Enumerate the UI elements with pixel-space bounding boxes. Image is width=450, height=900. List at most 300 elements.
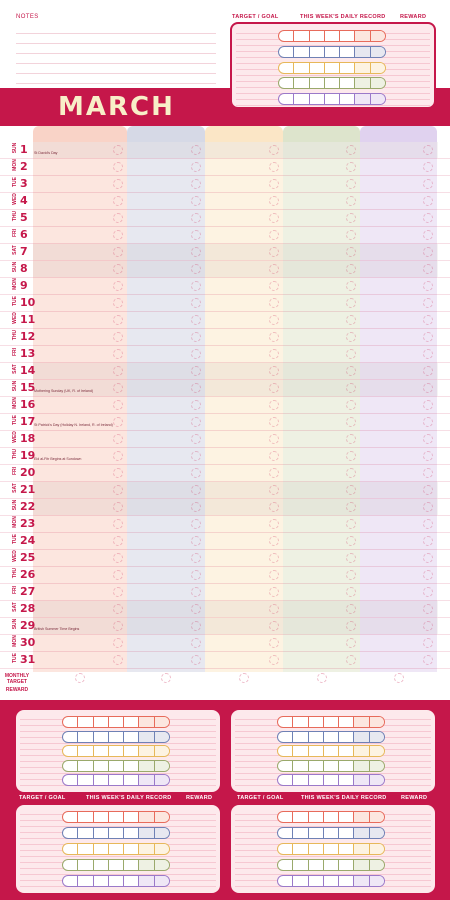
sticker-circle[interactable] xyxy=(269,162,279,172)
day-row[interactable] xyxy=(0,193,450,210)
sticker-circle[interactable] xyxy=(346,247,356,257)
sticker-circle[interactable] xyxy=(423,264,433,274)
sticker-circle[interactable] xyxy=(113,179,123,189)
sticker-circle[interactable] xyxy=(423,349,433,359)
day-cell[interactable] xyxy=(278,876,293,886)
day-cell[interactable] xyxy=(325,47,340,57)
day-row[interactable] xyxy=(0,618,450,635)
day-cell[interactable] xyxy=(293,717,308,727)
day-cell[interactable] xyxy=(340,47,355,57)
day-cell[interactable] xyxy=(278,860,293,870)
sticker-circle[interactable] xyxy=(113,621,123,631)
day-cell[interactable] xyxy=(139,761,154,771)
sticker-circle[interactable] xyxy=(346,536,356,546)
day-cell[interactable] xyxy=(354,761,369,771)
day-cell[interactable] xyxy=(339,860,354,870)
day-cell[interactable] xyxy=(355,47,370,57)
day-cell[interactable] xyxy=(63,717,78,727)
day-cell[interactable] xyxy=(370,732,384,742)
sticker-circle[interactable] xyxy=(423,247,433,257)
sticker-circle[interactable] xyxy=(346,553,356,563)
day-cell[interactable] xyxy=(155,775,169,785)
day-cell[interactable] xyxy=(339,828,354,838)
day-cell[interactable] xyxy=(325,31,340,41)
day-cell[interactable] xyxy=(124,844,139,854)
sticker-circle[interactable] xyxy=(113,655,123,665)
day-cell[interactable] xyxy=(278,828,293,838)
sticker-circle[interactable] xyxy=(423,332,433,342)
sticker-circle[interactable] xyxy=(113,230,123,240)
sticker-circle[interactable] xyxy=(191,638,201,648)
day-cell[interactable] xyxy=(124,761,139,771)
sticker-circle[interactable] xyxy=(346,213,356,223)
sticker-circle[interactable] xyxy=(269,434,279,444)
day-cell[interactable] xyxy=(139,860,154,870)
sticker-circle[interactable] xyxy=(113,264,123,274)
day-cell[interactable] xyxy=(294,78,309,88)
sticker-circle[interactable] xyxy=(113,570,123,580)
sticker-circle[interactable] xyxy=(191,179,201,189)
day-cell[interactable] xyxy=(309,732,324,742)
sticker-circle[interactable] xyxy=(346,315,356,325)
day-cell[interactable] xyxy=(324,746,339,756)
day-row[interactable] xyxy=(0,601,450,618)
day-cell[interactable] xyxy=(124,775,139,785)
day-cell[interactable] xyxy=(340,31,355,41)
day-cell[interactable] xyxy=(94,876,109,886)
sticker-circle[interactable] xyxy=(346,264,356,274)
day-cell[interactable] xyxy=(109,746,124,756)
day-cell[interactable] xyxy=(293,761,308,771)
day-cell[interactable] xyxy=(324,844,339,854)
sticker-circle[interactable] xyxy=(269,264,279,274)
sticker-circle[interactable] xyxy=(191,196,201,206)
day-cell[interactable] xyxy=(371,31,385,41)
day-cell[interactable] xyxy=(310,78,325,88)
sticker-circle[interactable] xyxy=(113,485,123,495)
sticker-circle[interactable] xyxy=(423,570,433,580)
sticker-circle[interactable] xyxy=(423,468,433,478)
sticker-circle[interactable] xyxy=(113,519,123,529)
day-cell[interactable] xyxy=(278,844,293,854)
day-cell[interactable] xyxy=(124,717,139,727)
sticker-circle[interactable] xyxy=(269,417,279,427)
day-cell[interactable] xyxy=(279,78,294,88)
day-cell[interactable] xyxy=(370,746,384,756)
day-cell[interactable] xyxy=(94,761,109,771)
day-cell[interactable] xyxy=(155,812,169,822)
sticker-circle[interactable] xyxy=(191,162,201,172)
sticker-circle[interactable] xyxy=(269,400,279,410)
sticker-circle[interactable] xyxy=(191,570,201,580)
sticker-circle[interactable] xyxy=(191,434,201,444)
sticker-circle[interactable] xyxy=(191,332,201,342)
day-cell[interactable] xyxy=(94,860,109,870)
day-cell[interactable] xyxy=(109,761,124,771)
sticker-circle[interactable] xyxy=(191,281,201,291)
sticker-circle[interactable] xyxy=(346,570,356,580)
sticker-circle[interactable] xyxy=(346,145,356,155)
sticker-circle[interactable] xyxy=(346,655,356,665)
day-cell[interactable] xyxy=(63,732,78,742)
day-cell[interactable] xyxy=(63,876,78,886)
sticker-circle[interactable] xyxy=(423,604,433,614)
sticker-circle[interactable] xyxy=(346,485,356,495)
sticker-circle[interactable] xyxy=(269,519,279,529)
day-cell[interactable] xyxy=(78,746,93,756)
sticker-circle[interactable] xyxy=(423,434,433,444)
sticker-circle[interactable] xyxy=(191,383,201,393)
sticker-circle[interactable] xyxy=(191,536,201,546)
sticker-circle[interactable] xyxy=(423,587,433,597)
sticker-circle[interactable] xyxy=(113,281,123,291)
day-cell[interactable] xyxy=(294,63,309,73)
day-cell[interactable] xyxy=(155,761,169,771)
sticker-circle[interactable] xyxy=(269,145,279,155)
sticker-circle[interactable] xyxy=(113,638,123,648)
day-cell[interactable] xyxy=(155,876,169,886)
sticker-circle[interactable] xyxy=(269,247,279,257)
day-cell[interactable] xyxy=(63,775,78,785)
sticker-circle[interactable] xyxy=(113,536,123,546)
sticker-circle[interactable] xyxy=(346,179,356,189)
sticker-circle[interactable] xyxy=(113,400,123,410)
day-cell[interactable] xyxy=(293,828,308,838)
day-row[interactable] xyxy=(0,346,450,363)
sticker-circle[interactable] xyxy=(269,621,279,631)
day-row[interactable] xyxy=(0,482,450,499)
day-cell[interactable] xyxy=(109,775,124,785)
sticker-circle[interactable] xyxy=(346,417,356,427)
notes-lines[interactable] xyxy=(16,24,216,84)
day-cell[interactable] xyxy=(340,63,355,73)
sticker-circle[interactable] xyxy=(346,230,356,240)
day-cell[interactable] xyxy=(279,31,294,41)
sticker-circle[interactable] xyxy=(423,162,433,172)
sticker-circle[interactable] xyxy=(346,349,356,359)
day-cell[interactable] xyxy=(340,78,355,88)
sticker-circle[interactable] xyxy=(113,247,123,257)
sticker-circle[interactable] xyxy=(423,145,433,155)
sticker-circle[interactable] xyxy=(346,298,356,308)
day-row[interactable] xyxy=(0,227,450,244)
sticker-circle[interactable] xyxy=(346,468,356,478)
day-cell[interactable] xyxy=(324,876,339,886)
day-cell[interactable] xyxy=(309,860,324,870)
monthly-target-circle[interactable] xyxy=(394,673,404,683)
sticker-circle[interactable] xyxy=(269,213,279,223)
day-cell[interactable] xyxy=(371,94,385,104)
day-cell[interactable] xyxy=(324,732,339,742)
day-row[interactable] xyxy=(0,397,450,414)
day-cell[interactable] xyxy=(293,775,308,785)
day-cell[interactable] xyxy=(279,94,294,104)
day-cell[interactable] xyxy=(324,761,339,771)
day-cell[interactable] xyxy=(155,746,169,756)
day-cell[interactable] xyxy=(370,717,384,727)
day-cell[interactable] xyxy=(94,812,109,822)
day-cell[interactable] xyxy=(370,828,384,838)
sticker-circle[interactable] xyxy=(191,604,201,614)
sticker-circle[interactable] xyxy=(423,213,433,223)
day-cell[interactable] xyxy=(139,812,154,822)
day-cell[interactable] xyxy=(339,732,354,742)
sticker-circle[interactable] xyxy=(346,332,356,342)
sticker-circle[interactable] xyxy=(191,621,201,631)
sticker-circle[interactable] xyxy=(191,485,201,495)
sticker-circle[interactable] xyxy=(269,332,279,342)
sticker-circle[interactable] xyxy=(423,417,433,427)
day-row[interactable] xyxy=(0,431,450,448)
day-cell[interactable] xyxy=(78,717,93,727)
day-cell[interactable] xyxy=(109,876,124,886)
sticker-circle[interactable] xyxy=(269,383,279,393)
day-cell[interactable] xyxy=(109,860,124,870)
sticker-circle[interactable] xyxy=(191,315,201,325)
sticker-circle[interactable] xyxy=(191,230,201,240)
sticker-circle[interactable] xyxy=(191,400,201,410)
day-cell[interactable] xyxy=(354,812,369,822)
day-cell[interactable] xyxy=(278,746,293,756)
day-cell[interactable] xyxy=(339,844,354,854)
sticker-circle[interactable] xyxy=(423,400,433,410)
sticker-circle[interactable] xyxy=(113,145,123,155)
day-cell[interactable] xyxy=(354,860,369,870)
day-cell[interactable] xyxy=(94,828,109,838)
sticker-circle[interactable] xyxy=(346,400,356,410)
sticker-circle[interactable] xyxy=(269,179,279,189)
sticker-circle[interactable] xyxy=(346,502,356,512)
sticker-circle[interactable] xyxy=(269,553,279,563)
day-cell[interactable] xyxy=(155,844,169,854)
day-cell[interactable] xyxy=(124,876,139,886)
sticker-circle[interactable] xyxy=(269,536,279,546)
monthly-target-circle[interactable] xyxy=(161,673,171,683)
day-cell[interactable] xyxy=(78,761,93,771)
day-cell[interactable] xyxy=(355,78,370,88)
day-cell[interactable] xyxy=(309,812,324,822)
sticker-circle[interactable] xyxy=(191,502,201,512)
day-cell[interactable] xyxy=(78,775,93,785)
day-row[interactable] xyxy=(0,448,450,465)
day-row[interactable] xyxy=(0,652,450,669)
day-cell[interactable] xyxy=(324,775,339,785)
day-cell[interactable] xyxy=(278,717,293,727)
day-row[interactable] xyxy=(0,567,450,584)
day-cell[interactable] xyxy=(63,828,78,838)
day-cell[interactable] xyxy=(309,775,324,785)
day-cell[interactable] xyxy=(370,844,384,854)
day-row[interactable] xyxy=(0,244,450,261)
sticker-circle[interactable] xyxy=(113,451,123,461)
day-cell[interactable] xyxy=(63,812,78,822)
day-cell[interactable] xyxy=(293,860,308,870)
day-cell[interactable] xyxy=(139,844,154,854)
sticker-circle[interactable] xyxy=(423,553,433,563)
day-cell[interactable] xyxy=(339,746,354,756)
day-cell[interactable] xyxy=(354,828,369,838)
day-cell[interactable] xyxy=(294,47,309,57)
sticker-circle[interactable] xyxy=(191,417,201,427)
day-cell[interactable] xyxy=(355,63,370,73)
sticker-circle[interactable] xyxy=(346,451,356,461)
day-cell[interactable] xyxy=(354,732,369,742)
day-cell[interactable] xyxy=(324,717,339,727)
day-cell[interactable] xyxy=(339,717,354,727)
day-cell[interactable] xyxy=(279,47,294,57)
sticker-circle[interactable] xyxy=(423,366,433,376)
day-cell[interactable] xyxy=(354,876,369,886)
sticker-circle[interactable] xyxy=(423,230,433,240)
sticker-circle[interactable] xyxy=(269,298,279,308)
sticker-circle[interactable] xyxy=(191,264,201,274)
day-cell[interactable] xyxy=(354,746,369,756)
sticker-circle[interactable] xyxy=(113,315,123,325)
day-cell[interactable] xyxy=(355,31,370,41)
day-cell[interactable] xyxy=(370,775,384,785)
day-row[interactable] xyxy=(0,516,450,533)
sticker-circle[interactable] xyxy=(346,519,356,529)
day-cell[interactable] xyxy=(309,876,324,886)
day-cell[interactable] xyxy=(63,761,78,771)
day-row[interactable] xyxy=(0,533,450,550)
day-cell[interactable] xyxy=(309,828,324,838)
sticker-circle[interactable] xyxy=(191,587,201,597)
day-cell[interactable] xyxy=(309,746,324,756)
day-cell[interactable] xyxy=(339,812,354,822)
day-row[interactable] xyxy=(0,329,450,346)
day-cell[interactable] xyxy=(278,812,293,822)
day-row[interactable] xyxy=(0,584,450,601)
day-cell[interactable] xyxy=(78,828,93,838)
day-cell[interactable] xyxy=(78,812,93,822)
day-cell[interactable] xyxy=(139,876,154,886)
day-cell[interactable] xyxy=(324,828,339,838)
sticker-circle[interactable] xyxy=(191,145,201,155)
sticker-circle[interactable] xyxy=(423,638,433,648)
sticker-circle[interactable] xyxy=(269,604,279,614)
sticker-circle[interactable] xyxy=(269,451,279,461)
day-cell[interactable] xyxy=(370,876,384,886)
sticker-circle[interactable] xyxy=(423,502,433,512)
day-row[interactable] xyxy=(0,635,450,652)
sticker-circle[interactable] xyxy=(113,383,123,393)
sticker-circle[interactable] xyxy=(269,502,279,512)
day-cell[interactable] xyxy=(109,844,124,854)
day-cell[interactable] xyxy=(94,732,109,742)
day-cell[interactable] xyxy=(109,717,124,727)
day-cell[interactable] xyxy=(109,812,124,822)
day-cell[interactable] xyxy=(340,94,355,104)
day-cell[interactable] xyxy=(310,47,325,57)
sticker-circle[interactable] xyxy=(269,570,279,580)
day-cell[interactable] xyxy=(139,746,154,756)
sticker-circle[interactable] xyxy=(346,281,356,291)
sticker-circle[interactable] xyxy=(113,587,123,597)
sticker-circle[interactable] xyxy=(113,298,123,308)
sticker-circle[interactable] xyxy=(346,434,356,444)
day-cell[interactable] xyxy=(63,844,78,854)
sticker-circle[interactable] xyxy=(423,281,433,291)
sticker-circle[interactable] xyxy=(191,655,201,665)
sticker-circle[interactable] xyxy=(423,315,433,325)
day-cell[interactable] xyxy=(94,746,109,756)
day-cell[interactable] xyxy=(294,31,309,41)
day-cell[interactable] xyxy=(78,732,93,742)
day-cell[interactable] xyxy=(278,775,293,785)
day-cell[interactable] xyxy=(310,63,325,73)
day-cell[interactable] xyxy=(78,844,93,854)
sticker-circle[interactable] xyxy=(346,162,356,172)
sticker-circle[interactable] xyxy=(191,298,201,308)
day-cell[interactable] xyxy=(279,63,294,73)
sticker-circle[interactable] xyxy=(269,349,279,359)
sticker-circle[interactable] xyxy=(269,315,279,325)
day-row[interactable] xyxy=(0,278,450,295)
day-row[interactable] xyxy=(0,312,450,329)
day-cell[interactable] xyxy=(139,828,154,838)
sticker-circle[interactable] xyxy=(346,587,356,597)
day-cell[interactable] xyxy=(94,775,109,785)
sticker-circle[interactable] xyxy=(269,196,279,206)
day-cell[interactable] xyxy=(293,876,308,886)
day-cell[interactable] xyxy=(124,812,139,822)
day-cell[interactable] xyxy=(94,717,109,727)
sticker-circle[interactable] xyxy=(113,162,123,172)
sticker-circle[interactable] xyxy=(191,553,201,563)
sticker-circle[interactable] xyxy=(113,468,123,478)
day-row[interactable] xyxy=(0,176,450,193)
day-row[interactable] xyxy=(0,550,450,567)
day-cell[interactable] xyxy=(278,761,293,771)
sticker-circle[interactable] xyxy=(346,621,356,631)
day-row[interactable] xyxy=(0,465,450,482)
day-cell[interactable] xyxy=(155,860,169,870)
sticker-circle[interactable] xyxy=(113,349,123,359)
day-cell[interactable] xyxy=(78,860,93,870)
day-cell[interactable] xyxy=(309,761,324,771)
day-row[interactable] xyxy=(0,499,450,516)
sticker-circle[interactable] xyxy=(191,451,201,461)
day-cell[interactable] xyxy=(63,746,78,756)
sticker-circle[interactable] xyxy=(113,502,123,512)
day-cell[interactable] xyxy=(310,31,325,41)
sticker-circle[interactable] xyxy=(191,366,201,376)
day-cell[interactable] xyxy=(78,876,93,886)
day-cell[interactable] xyxy=(293,812,308,822)
sticker-circle[interactable] xyxy=(113,196,123,206)
day-cell[interactable] xyxy=(354,717,369,727)
day-cell[interactable] xyxy=(325,94,340,104)
day-row[interactable] xyxy=(0,159,450,176)
day-cell[interactable] xyxy=(124,732,139,742)
day-row[interactable] xyxy=(0,142,450,159)
sticker-circle[interactable] xyxy=(191,349,201,359)
day-cell[interactable] xyxy=(371,63,385,73)
day-cell[interactable] xyxy=(371,47,385,57)
day-cell[interactable] xyxy=(310,94,325,104)
sticker-circle[interactable] xyxy=(269,485,279,495)
sticker-circle[interactable] xyxy=(191,519,201,529)
sticker-circle[interactable] xyxy=(423,383,433,393)
day-cell[interactable] xyxy=(339,876,354,886)
sticker-circle[interactable] xyxy=(423,179,433,189)
sticker-circle[interactable] xyxy=(346,638,356,648)
sticker-circle[interactable] xyxy=(191,247,201,257)
sticker-circle[interactable] xyxy=(346,604,356,614)
day-row[interactable] xyxy=(0,363,450,380)
sticker-circle[interactable] xyxy=(113,553,123,563)
